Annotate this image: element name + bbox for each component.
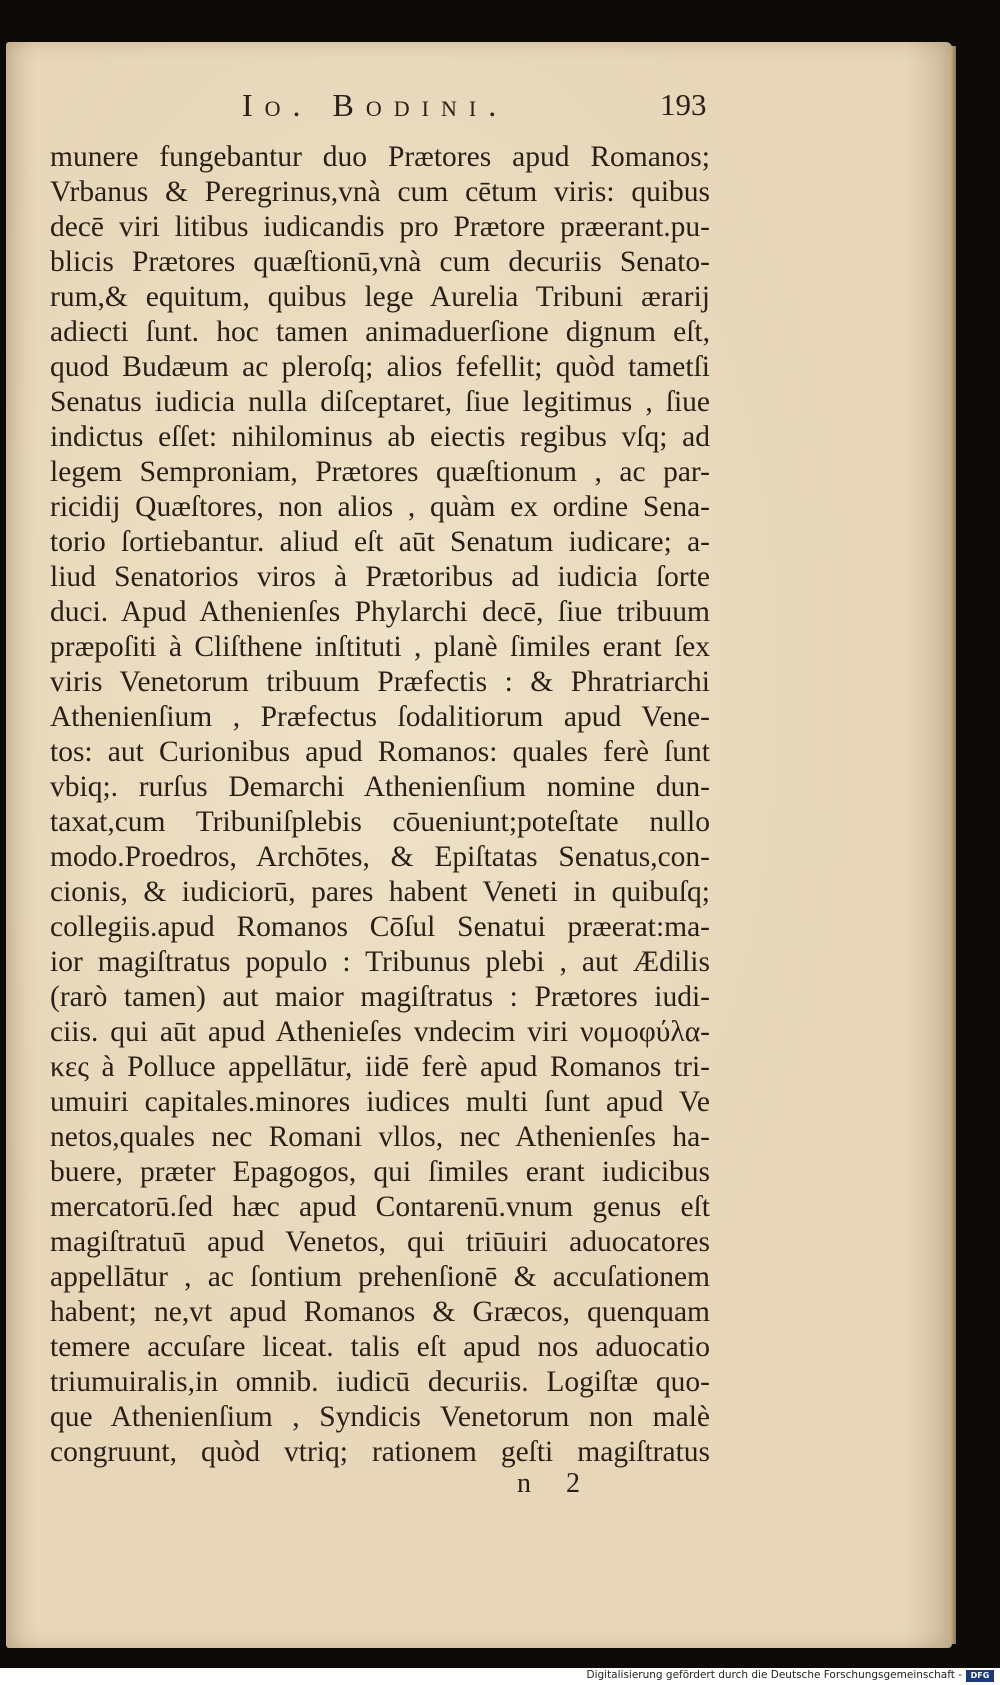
text-line: buere, præter Epagogos, qui ſimiles erant iudicibus [50,1156,710,1188]
text-line: netos,quales nec Romani vllos, nec Athenienſes ha- [50,1121,710,1153]
text-line: mercatorū.ſed hæc apud Contarenū.vnum genus eſt [50,1191,710,1223]
text-line: duci. Apud Athenienſes Phylarchi decē, ſiue tribuum [50,596,710,628]
text-line: Senatus iudicia nulla diſceptaret, ſiue legitimus , ſiue [50,386,710,418]
signature-mark: n 2 [517,1468,594,1499]
footer-bar [0,1668,1000,1685]
text-line: modo.Proedros, Archōtes, & Epiſtatas Senatus,con- [50,841,710,873]
running-head-title: Io. Bodini. [242,87,509,123]
text-line: (rarò tamen) aut maior magiſtratus : Prætores iudi- [50,981,710,1013]
text-line: temere accuſare liceat. talis eſt apud nos aduocatio [50,1331,710,1363]
text-line: Vrbanus & Peregrinus,vnà cum cētum viris: quibus [50,176,710,208]
text-line: liud Senatorios viros à Prætoribus ad iudicia ſorte [50,561,710,593]
text-line: taxat,cum Tribuniſplebis cōueniunt;poteſtate nullo [50,806,710,838]
text-line: viris Venetorum tribuum Præfectis : & Phratriarchi [50,666,710,698]
dfg-logo-icon: DFG [966,1670,994,1682]
text-line: torio ſortiebantur. aliud eſt aūt Senatum iudicare; a- [50,526,710,558]
text-line: adiecti ſunt. hoc tamen animaduerſione dignum eſt, [50,316,710,348]
text-line: præpoſiti à Cliſthene inſtituti , planè ſimiles erant ſex [50,631,710,663]
text-line: collegiis.apud Romanos Cōſul Senatui præerat:ma- [50,911,710,943]
text-line: munere fungebantur duo Prætores apud Romanos; [50,141,710,173]
text-line: rum,& equitum, quibus lege Aurelia Tribuni ærarij [50,281,710,313]
body-text [50,140,710,1470]
text-line: legem Semproniam, Prætores quæſtionum , ac par- [50,456,710,488]
text-line: ciis. qui aūt apud Athenieſes vndecim viri νομοφύλα- [50,1016,710,1048]
text-line: habent; ne,vt apud Romanos & Græcos, quenquam [50,1296,710,1328]
text-line: que Athenienſium , Syndicis Venetorum non malè [50,1401,710,1433]
text-line: κες à Polluce appellātur, iidē ferè apud Romanos tri- [50,1051,710,1083]
text-line: cionis, & iudiciorū, pares habent Veneti in quibuſq; [50,876,710,908]
running-head [0,87,1000,127]
text-line: tos: aut Curionibus apud Romanos: quales ferè ſunt [50,736,710,768]
text-line: ricidij Quæſtores, non alios , quàm ex ordine Sena- [50,491,710,523]
text-line: indictus eſſet: nihilominus ab eiectis regibus vſq; ad [50,421,710,453]
page-fore-edge [950,46,956,1644]
text-line: quod Budæum ac pleroſq; alios fefellit; quòd tametſi [50,351,710,383]
text-line: umuiri capitales.minores iudices multi ſunt apud Ve [50,1086,710,1118]
text-line: congruunt, quòd vtriq; rationem geſti magiſtratus [50,1436,710,1468]
text-line: vbiq;. rurſus Demarchi Athenienſium nomine dun- [50,771,710,803]
text-line: ior magiſtratus populo : Tribunus plebi , aut Ædilis [50,946,710,978]
text-line: blicis Prætores quæſtionū,vnà cum decuriis Senato- [50,246,710,278]
text-line: appellātur , ac ſontium prehenſionē & accuſationem [50,1261,710,1293]
text-line: Athenienſium , Præfectus ſodalitiorum apud Vene- [50,701,710,733]
text-line: magiſtratuū apud Venetos, qui triūuiri aduocatores [50,1226,710,1258]
page-number: 193 [660,87,707,122]
footer-credit: Digitalisierung gefördert durch die Deutsche Forschungsgemeinschaft - [586,1669,962,1681]
text-line: decē viri litibus iudicandis pro Prætore præerant.pu- [50,211,710,243]
text-line: triumuiralis,in omnib. iudicū decuriis. Logiſtæ quo- [50,1366,710,1398]
